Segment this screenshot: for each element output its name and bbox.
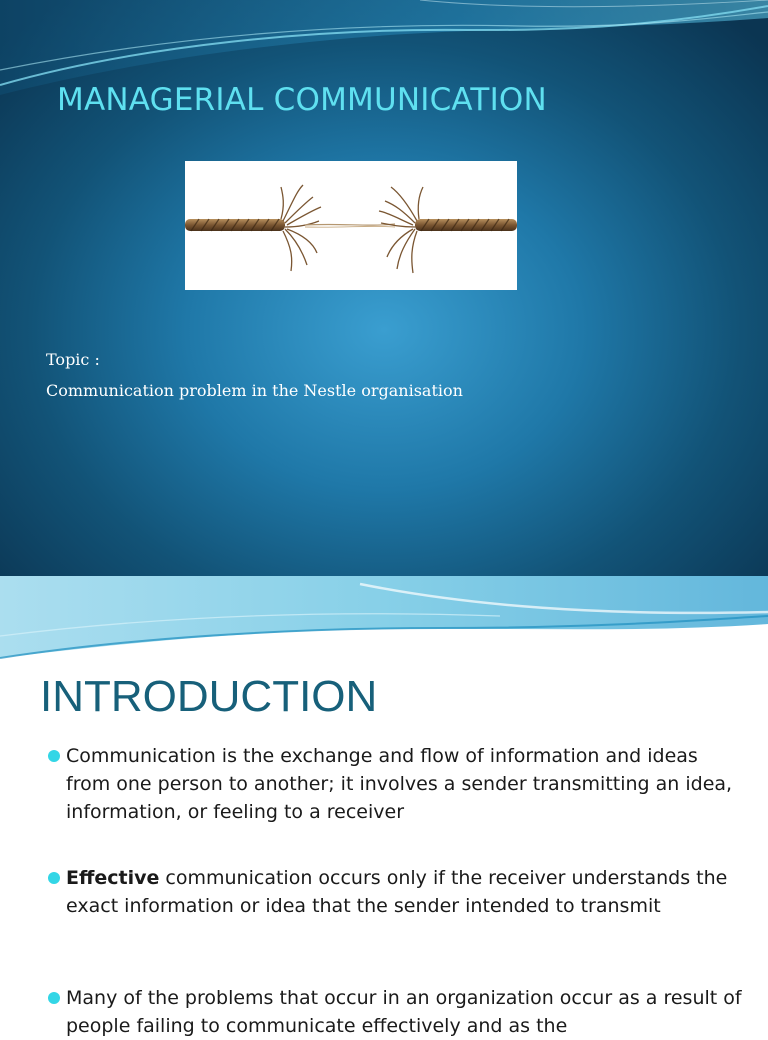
topic-label: Topic : bbox=[46, 350, 100, 369]
bullet-lead: Effective bbox=[66, 867, 160, 889]
bullet-text: Communication is the exchange and flow of information and ideas from one person to another; it involves a sender transmitting an idea, information, or feeling to a receiver bbox=[66, 745, 733, 823]
introduction-slide bbox=[0, 576, 768, 1037]
topic-text: Communication problem in the Nestle organisation bbox=[46, 381, 463, 400]
rope-icon bbox=[185, 161, 517, 290]
bullet-icon bbox=[48, 750, 60, 762]
bullet-text: communication occurs only if the receiver understands the exact information or idea that the sender intended to transmit bbox=[66, 867, 728, 917]
wave-decoration bbox=[0, 576, 768, 668]
bullet-text: Many of the problems that occur in an organization occur as a result of people failing to communicate effectively and as the bbox=[66, 987, 742, 1037]
list-item bbox=[48, 864, 748, 920]
list-item bbox=[48, 984, 748, 1040]
slide-title: MANAGERIAL COMMUNICATION bbox=[57, 82, 547, 118]
list-item bbox=[48, 742, 748, 826]
bullet-icon bbox=[48, 872, 60, 884]
bullet-icon bbox=[48, 992, 60, 1004]
broken-rope-image bbox=[185, 161, 517, 290]
slide-title: INTRODUCTION bbox=[40, 672, 378, 721]
